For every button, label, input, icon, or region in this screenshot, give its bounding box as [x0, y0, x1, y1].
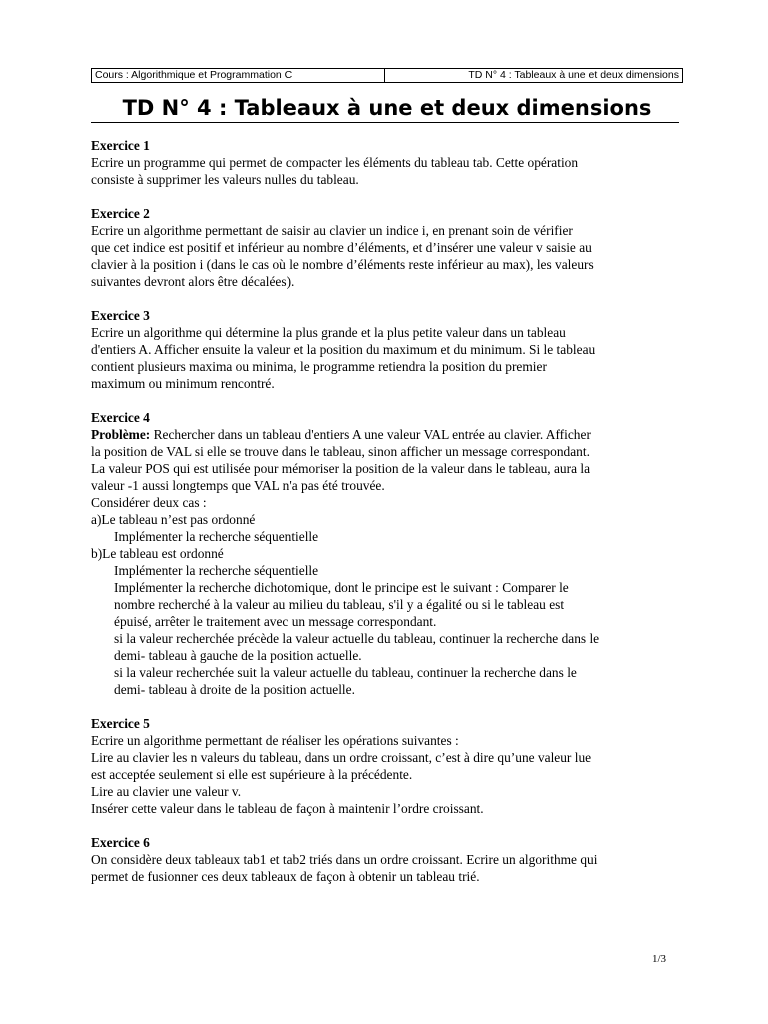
header-td-title: TD N° 4 : Tableaux à une et deux dimensions: [468, 69, 679, 81]
exercise-text: Considérer deux cas :: [91, 495, 207, 510]
exercise-title: Exercice 5: [91, 716, 150, 731]
exercise-text: d'entiers A. Afficher ensuite la valeur et la position du maximum et du minimum. Si le tableau: [91, 342, 596, 357]
exercise-title: Exercice 1: [91, 138, 150, 153]
case-b-item: épuisé, arrêter le traitement avec un message correspondant.: [114, 614, 437, 629]
exercise-text: Ecrire un programme qui permet de compacter les éléments du tableau tab. Cette opération: [91, 155, 579, 170]
document-body: [91, 137, 683, 902]
case-b-label: b)Le tableau est ordonné: [91, 546, 224, 561]
exercise-title: Exercice 6: [91, 835, 150, 850]
exercise-text: La valeur POS qui est utilisée pour mémoriser la position de la valeur dans le tableau, aura la: [91, 461, 591, 476]
page-title: TD N° 4 : Tableaux à une et deux dimensions: [122, 96, 652, 120]
exercise-title: Exercice 2: [91, 206, 150, 221]
case-b-item: demi- tableau à gauche de la position actuelle.: [114, 648, 362, 663]
case-b-item: si la valeur recherchée précède la valeur actuelle du tableau, continuer la recherche dans le: [114, 631, 600, 646]
header-course: Cours : Algorithmique et Programmation C: [92, 69, 385, 82]
exercise-text: que cet indice est positif et inférieur au nombre d’éléments, et d’insérer une valeur v saisie au: [91, 240, 592, 255]
page-number: 1/3: [652, 953, 667, 965]
exercise-text: On considère deux tableaux tab1 et tab2 triés dans un ordre croissant. Ecrire un algorithme qui: [91, 852, 598, 867]
title-underline: [91, 122, 679, 123]
exercise-text: Ecrire un algorithme permettant de réaliser les opérations suivantes :: [91, 733, 459, 748]
exercise-1: [91, 137, 683, 188]
case-b-item: si la valeur recherchée suit la valeur actuelle du tableau, continuer la recherche dans le: [114, 665, 577, 680]
exercise-title: Exercice 3: [91, 308, 150, 323]
exercise-text: contient plusieurs maxima ou minima, le programme retiendra la position du premier: [91, 359, 547, 374]
exercise-text: clavier à la position i (dans le cas où le nombre d’éléments reste inférieur au max), les valeurs: [91, 257, 594, 272]
case-a-item: Implémenter la recherche séquentielle: [114, 529, 319, 544]
case-a-label: a)Le tableau n’est pas ordonné: [91, 512, 256, 527]
case-b-item: Implémenter la recherche séquentielle: [114, 563, 319, 578]
exercise-text: est acceptée seulement si elle est supérieure à la précédente.: [91, 767, 413, 782]
exercise-text: Ecrire un algorithme permettant de saisir au clavier un indice i, en prenant soin de vérifier: [91, 223, 573, 238]
exercise-text: Ecrire un algorithme qui détermine la plus grande et la plus petite valeur dans un tableau: [91, 325, 566, 340]
case-b-item: Implémenter la recherche dichotomique, dont le principe est le suivant : Comparer le: [114, 580, 569, 595]
exercise-text: maximum ou minimum rencontré.: [91, 376, 275, 391]
exercise-text: la position de VAL si elle se trouve dans le tableau, sinon afficher un message correspondant.: [91, 444, 590, 459]
exercise-text: permet de fusionner ces deux tableaux de façon à obtenir un tableau trié.: [91, 869, 480, 884]
probleme-line: [91, 426, 683, 443]
exercise-5: [91, 715, 683, 817]
case-b-item: nombre recherché à la valeur au milieu du tableau, s'il y a égalité ou si le tableau est: [114, 597, 565, 612]
exercise-text: consiste à supprimer les valeurs nulles du tableau.: [91, 172, 359, 187]
probleme-label: Problème:: [91, 427, 151, 442]
exercise-4: [91, 409, 683, 698]
exercise-2: [91, 205, 683, 290]
case-b-item: demi- tableau à droite de la position actuelle.: [114, 682, 355, 697]
probleme-text: Rechercher dans un tableau d'entiers A une valeur VAL entrée au clavier. Afficher: [150, 427, 591, 442]
exercise-title: Exercice 4: [91, 410, 150, 425]
exercise-text: suivantes devront alors être décalées).: [91, 274, 295, 289]
exercise-text: Insérer cette valeur dans le tableau de façon à maintenir l’ordre croissant.: [91, 801, 484, 816]
exercise-text: Lire au clavier les n valeurs du tableau, dans un ordre croissant, c’est à dire qu’une valeur lue: [91, 750, 592, 765]
document-header: [91, 68, 683, 83]
exercise-text: Lire au clavier une valeur v.: [91, 784, 242, 799]
exercise-3: [91, 307, 683, 392]
exercise-6: [91, 834, 683, 885]
exercise-text: valeur -1 aussi longtemps que VAL n'a pas été trouvée.: [91, 478, 385, 493]
